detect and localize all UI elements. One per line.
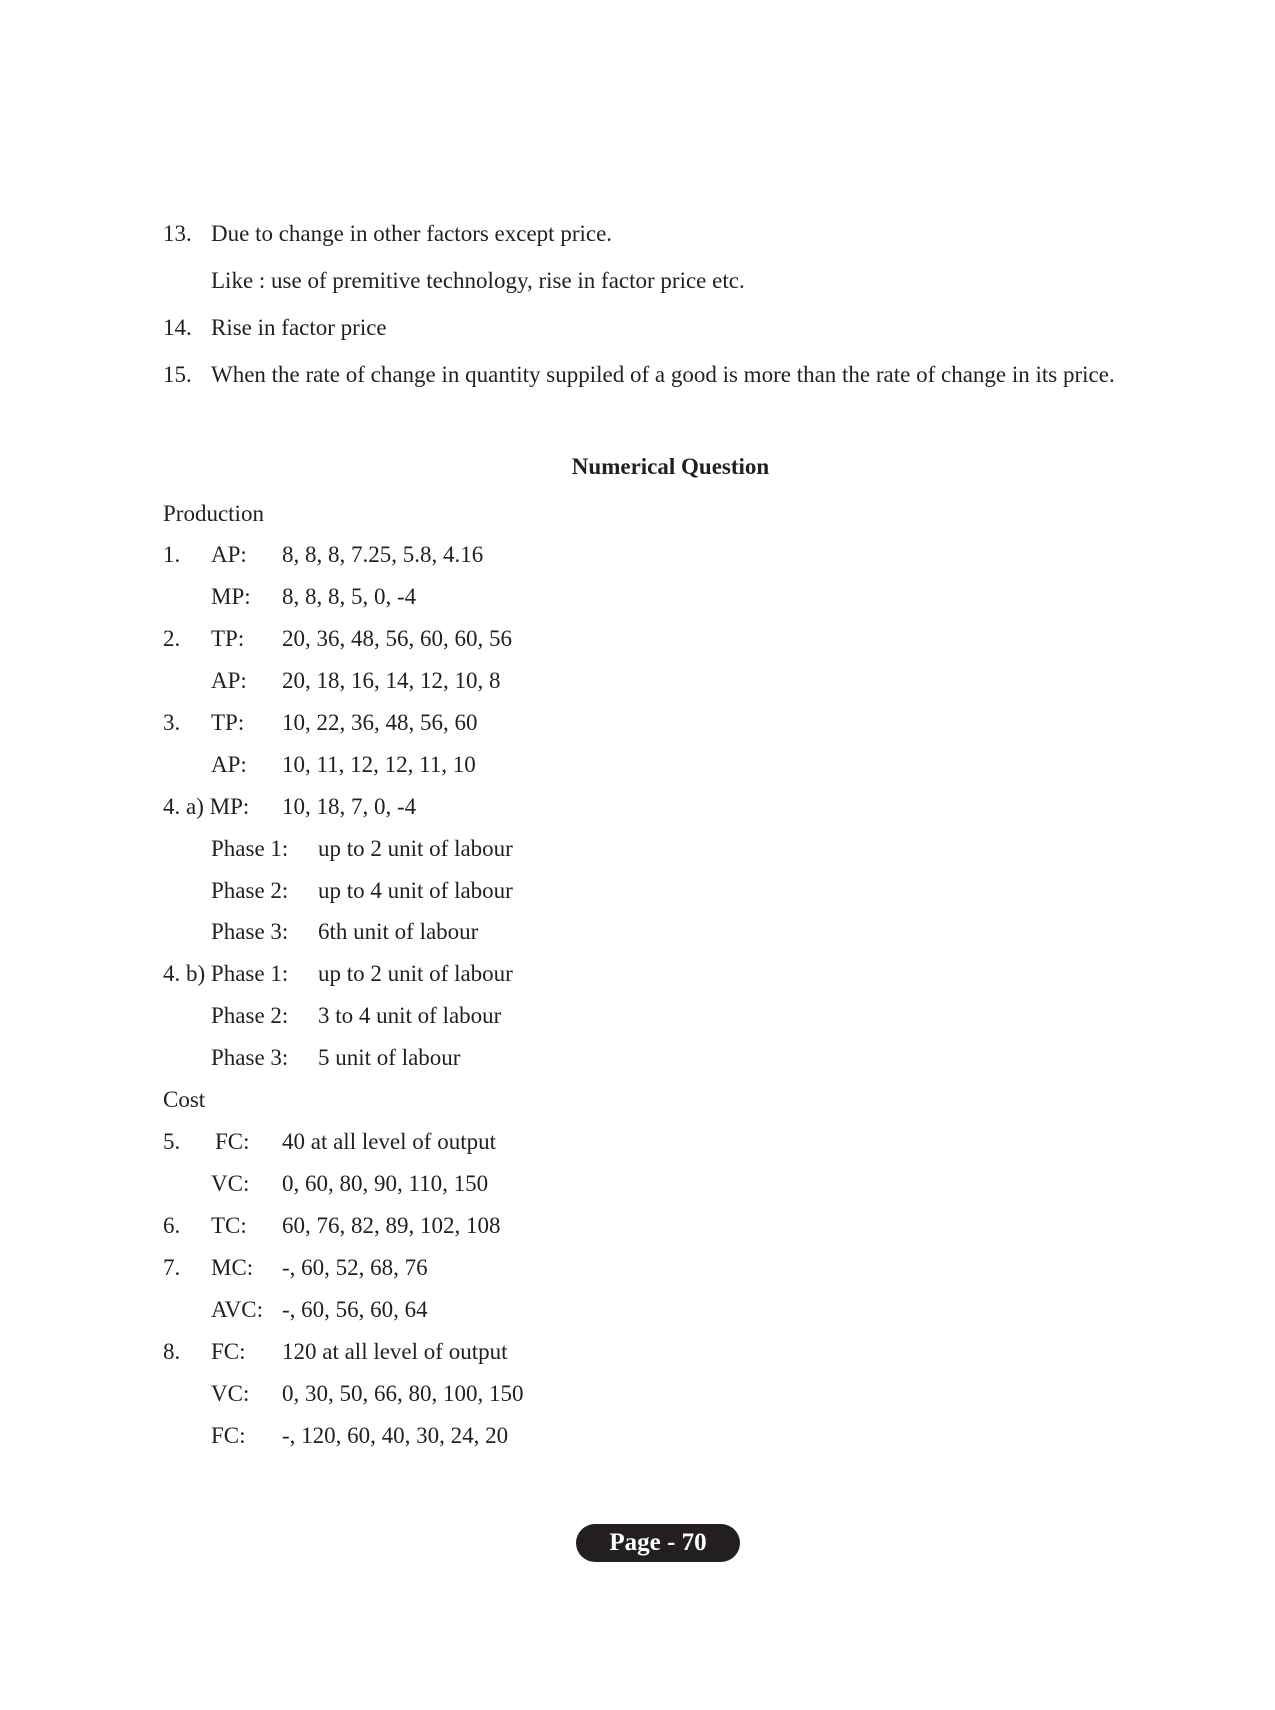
q4a-mp-values: 10, 18, 7, 0, -4 xyxy=(282,794,417,819)
q6-tc-label: TC: xyxy=(211,1213,247,1238)
q4b-phase1-value: up to 2 unit of labour xyxy=(318,961,513,986)
q1-ap-label: AP: xyxy=(211,542,247,567)
q1-mp-values: 8, 8, 8, 5, 0, -4 xyxy=(282,584,417,609)
answer-14-text: Rise in factor price xyxy=(211,315,387,340)
q7-avc-values: -, 60, 56, 60, 64 xyxy=(282,1297,428,1322)
q5-fc-label: FC: xyxy=(215,1129,250,1154)
q1-ap-values: 8, 8, 8, 7.25, 5.8, 4.16 xyxy=(282,542,484,567)
q8-vc-values: 0, 30, 50, 66, 80, 100, 150 xyxy=(282,1381,524,1406)
q8-vc-label: VC: xyxy=(211,1381,250,1406)
answer-15-text: When the rate of change in quantity suppiled of a good is more than the rate of change in its price. xyxy=(211,362,1115,387)
q4b-phase2-label: Phase 2: xyxy=(211,1003,289,1028)
q4a-phase2-value: up to 4 unit of labour xyxy=(318,878,513,903)
q3-tp-values: 10, 22, 36, 48, 56, 60 xyxy=(282,710,478,735)
q5-vc-values: 0, 60, 80, 90, 110, 150 xyxy=(282,1171,489,1196)
q4a-phase3-value: 6th unit of labour xyxy=(318,919,479,944)
q3-ap-label: AP: xyxy=(211,752,247,777)
q5-number: 5. xyxy=(163,1129,181,1154)
answer-13-number: 13. xyxy=(163,221,192,246)
q2-ap-label: AP: xyxy=(211,668,247,693)
q3-tp-label: TP: xyxy=(211,710,245,735)
q4a-phase2-label: Phase 2: xyxy=(211,878,289,903)
q4b-phase2-value: 3 to 4 unit of labour xyxy=(318,1003,502,1028)
q4a-mp-label: 4. a) MP: xyxy=(163,794,250,819)
q4b-phase1-label: 4. b) Phase 1: xyxy=(163,961,289,986)
q4b-phase3-value: 5 unit of labour xyxy=(318,1045,461,1070)
q4a-phase1-label: Phase 1: xyxy=(211,836,289,861)
q7-mc-values: -, 60, 52, 68, 76 xyxy=(282,1255,428,1280)
q1-mp-label: MP: xyxy=(211,584,251,609)
q2-tp-label: TP: xyxy=(211,626,245,651)
page-number-badge: Page - 70 xyxy=(576,1524,740,1562)
q8-fc-value: 120 at all level of output xyxy=(282,1339,508,1364)
q2-ap-values: 20, 18, 16, 14, 12, 10, 8 xyxy=(282,668,501,693)
q5-fc-value: 40 at all level of output xyxy=(282,1129,496,1154)
answer-13-text: Due to change in other factors except price. xyxy=(211,221,613,246)
production-label: Production xyxy=(163,501,264,526)
q7-avc-label: AVC: xyxy=(211,1297,263,1322)
q2-tp-values: 20, 36, 48, 56, 60, 60, 56 xyxy=(282,626,512,651)
q7-number: 7. xyxy=(163,1255,181,1280)
section-heading: Numerical Question xyxy=(571,454,770,479)
answer-15-number: 15. xyxy=(163,362,192,387)
q3-ap-values: 10, 11, 12, 12, 11, 10 xyxy=(282,752,476,777)
q4a-phase3-label: Phase 3: xyxy=(211,919,289,944)
q8-number: 8. xyxy=(163,1339,181,1364)
q3-number: 3. xyxy=(163,710,181,735)
answer-14-number: 14. xyxy=(163,315,192,340)
q6-number: 6. xyxy=(163,1213,181,1238)
q8-fc-label: FC: xyxy=(211,1339,246,1364)
answer-13-example: Like : use of premitive technology, rise in factor price etc. xyxy=(211,268,745,293)
q6-tc-values: 60, 76, 82, 89, 102, 108 xyxy=(282,1213,501,1238)
q4a-phase1-value: up to 2 unit of labour xyxy=(318,836,513,861)
q5-vc-label: VC: xyxy=(211,1171,250,1196)
q7-mc-label: MC: xyxy=(211,1255,254,1280)
q8-fc2-label: FC: xyxy=(211,1423,246,1448)
cost-label: Cost xyxy=(163,1087,206,1112)
q2-number: 2. xyxy=(163,626,181,651)
q1-number: 1. xyxy=(163,542,181,567)
q4b-phase3-label: Phase 3: xyxy=(211,1045,289,1070)
q8-fc2-values: -, 120, 60, 40, 30, 24, 20 xyxy=(282,1423,509,1448)
